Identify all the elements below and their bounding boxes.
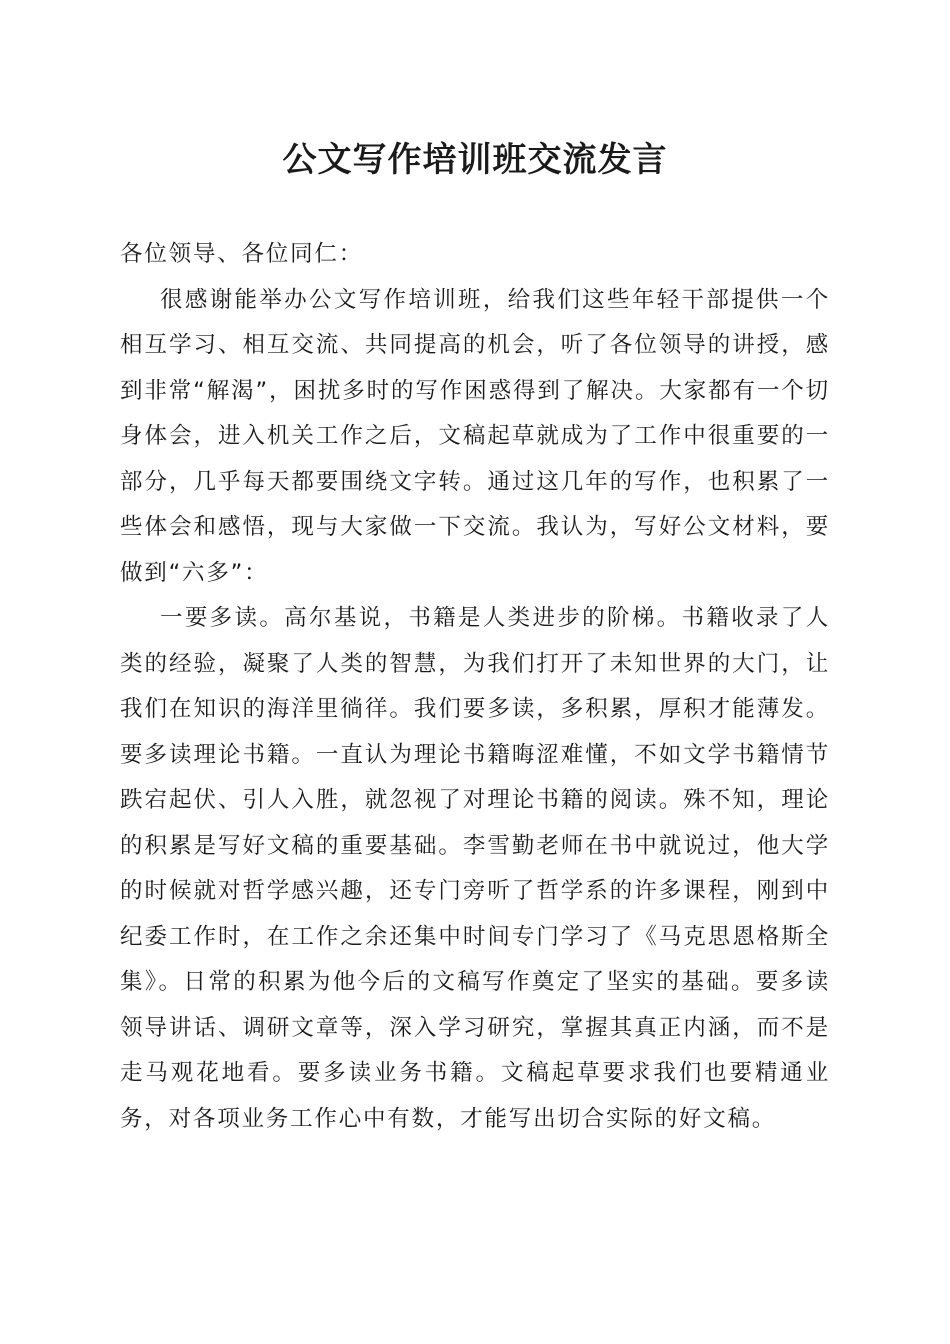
salutation: 各位领导、各位同仁： <box>120 241 364 267</box>
paragraph-read-more: 一要多读。高尔基说，书籍是人类进步的阶梯。书籍收录了人类的经验，凝聚了人类的智慧，为我们打开了未知世界的大门，让我们在知识的海洋里徜徉。我们要多读，多积累，厚积才能薄发。要多读理论书籍。一直认为理论书籍晦涩难懂，不如文学书籍情节跌宕起伏、引人入胜，就忽视了对理论书籍的阅读。殊不知，理论的积累是写好文稿的重要基础。李雪勤老师在书中就说过，他大学的时候就对哲学感兴趣，还专门旁听了哲学系的许多课程，刚到中纪委工作时，在工作之余还集中时间专门学习了《马克思恩格斯全集》。日常的积累为他今后的文稿写作奠定了坚实的基础。要多读领导讲话、调研文章等，深入学习研究，掌握其真正内涵，而不是走马观花地看。要多读业务书籍。文稿起草要求我们也要精通业务，对各项业务工作心中有数，才能写出切合实际的好文稿。 <box>120 605 830 1132</box>
document-body <box>120 232 830 1142</box>
paragraph-intro: 很感谢能举办公文写作培训班，给我们这些年轻干部提供一个相互学习、相互交流、共同提高的机会，听了各位领导的讲授，感到非常“解渴”，困扰多时的写作困惑得到了解决。大家都有一个切身体会，进入机关工作之后，文稿起草就成为了工作中很重要的一部分，几乎每天都要围绕文字转。通过这几年的写作，也积累了一些体会和感悟，现与大家做一下交流。我认为，写好公文材料，要做到“六多”： <box>120 286 830 586</box>
document-title: 公文写作培训班交流发言 <box>282 140 668 180</box>
